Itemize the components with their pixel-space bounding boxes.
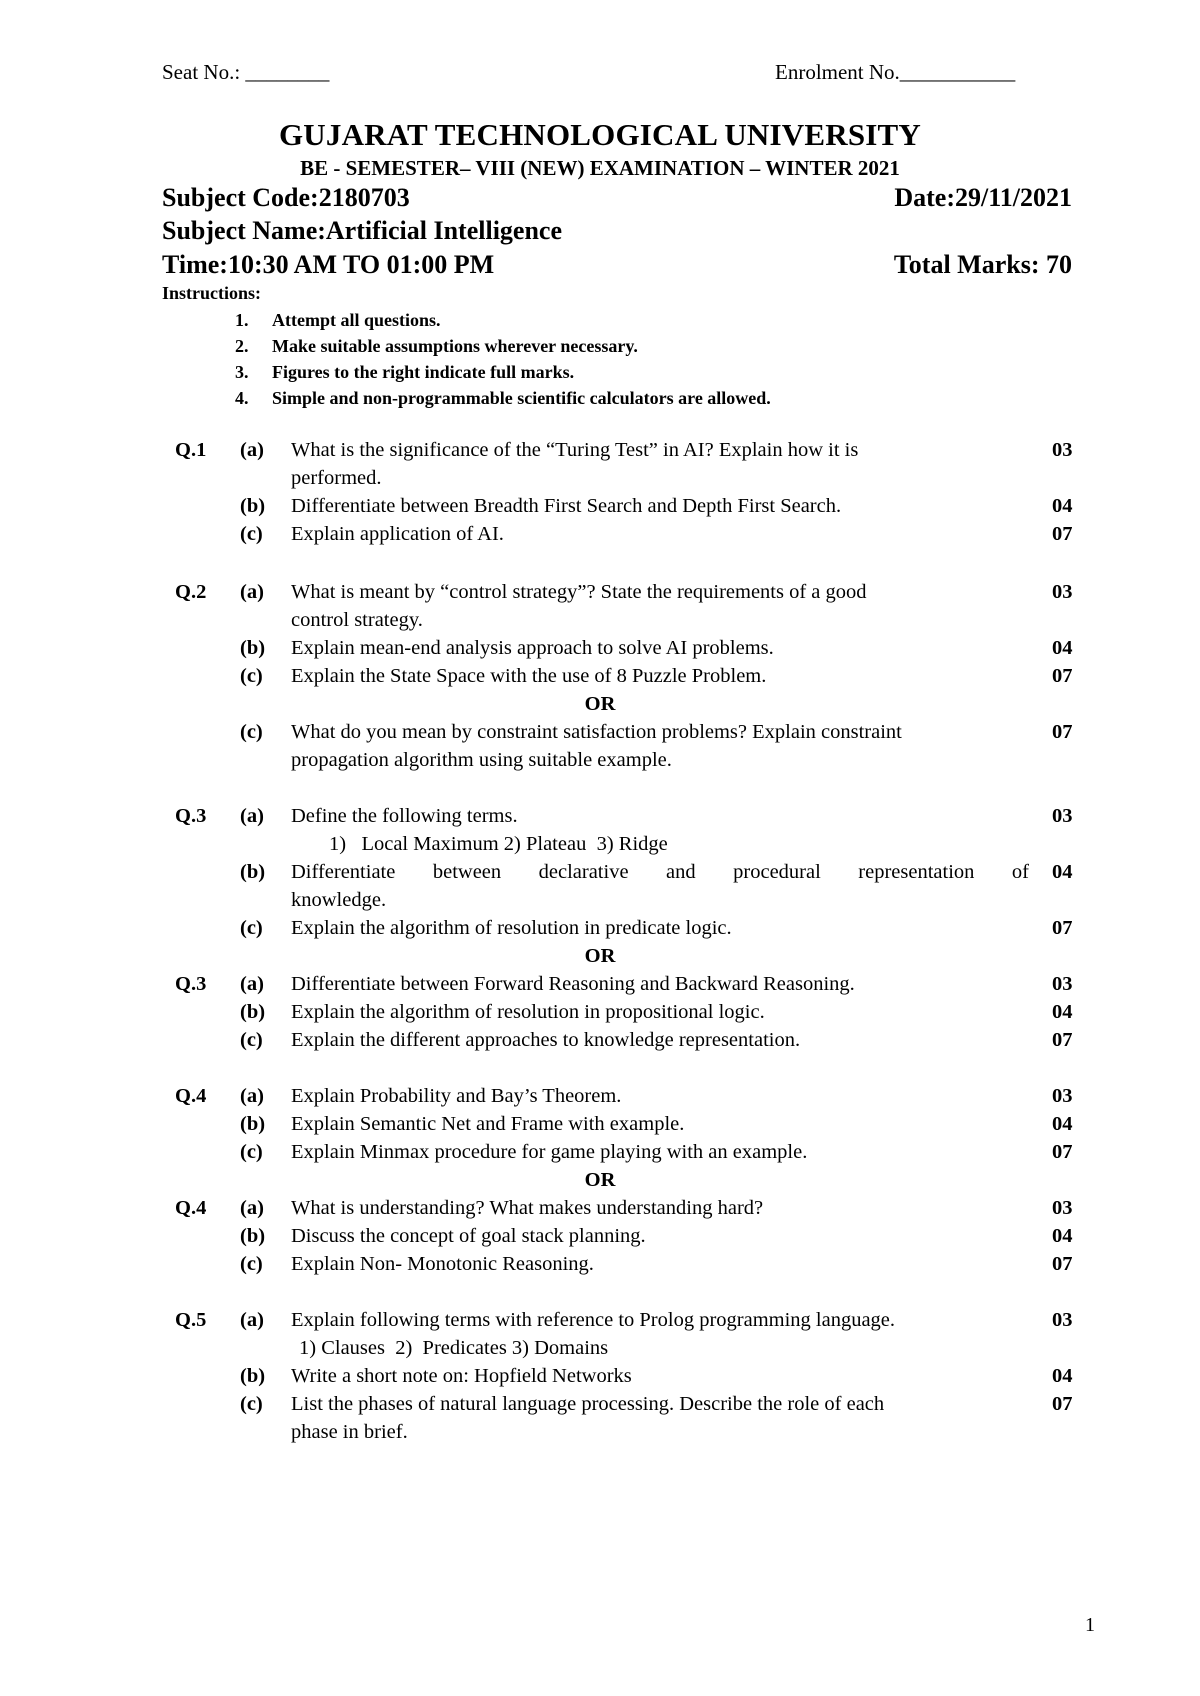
question-text: Discuss the concept of goal stack planning. — [291, 1225, 646, 1247]
subject-name: Subject Name:Artificial Intelligence — [162, 216, 563, 245]
sub-question-label: (c) — [240, 1253, 263, 1275]
exam-time: Time:10:30 AM TO 01:00 PM — [162, 250, 495, 279]
question-text: Explain the algorithm of resolution in propositional logic. — [291, 1001, 765, 1023]
sub-question-label: (c) — [240, 917, 263, 939]
sub-question-label: (a) — [240, 973, 264, 995]
question-marks: 07 — [1052, 1141, 1073, 1163]
question-text: Explain application of AI. — [291, 523, 504, 545]
question-text: What do you mean by constraint satisfaction problems? Explain constraint propagation algorithm using suitable example. — [291, 721, 902, 771]
question-marks: 07 — [1052, 1029, 1073, 1051]
time-row — [162, 250, 1072, 280]
question-marks: 03 — [1052, 973, 1073, 995]
sub-question-label: (c) — [240, 523, 263, 545]
subject-code: Subject Code:2180703 — [162, 183, 410, 212]
sub-question-label: (b) — [240, 1365, 266, 1387]
question-text: Write a short note on: Hopfield Networks — [291, 1365, 632, 1387]
or-separator: OR — [584, 1169, 616, 1191]
instructions-title: Instructions: — [162, 283, 262, 303]
subject-code-row — [162, 183, 1072, 213]
sub-question-label: (b) — [240, 861, 266, 883]
instruction-item: 1. Attempt all questions. — [235, 310, 441, 330]
sub-question-label: (c) — [240, 1029, 263, 1051]
sub-question-label: (a) — [240, 1085, 264, 1107]
sub-question-label: (a) — [240, 805, 264, 827]
question-number: Q.3 — [175, 973, 207, 995]
instruction-item: 2. Make suitable assumptions wherever necessary. — [235, 336, 638, 356]
question-number: Q.5 — [175, 1309, 207, 1331]
or-separator: OR — [584, 693, 616, 715]
seat-number: Seat No.: ________ — [162, 60, 330, 84]
sub-question-label: (b) — [240, 1113, 266, 1135]
question-marks: 04 — [1052, 1001, 1073, 1023]
question-text: Differentiate between Forward Reasoning and Backward Reasoning. — [291, 973, 855, 995]
question-marks: 03 — [1052, 1197, 1073, 1219]
sub-question-label: (b) — [240, 495, 266, 517]
university-title: GUJARAT TECHNOLOGICAL UNIVERSITY — [278, 117, 922, 152]
question-text: List the phases of natural language processing. Describe the role of each phase in brief. — [291, 1393, 885, 1443]
question-number: Q.1 — [175, 439, 207, 461]
instruction-item: 4. Simple and non-programmable scientific calculators are allowed. — [235, 388, 771, 408]
sub-question-label: (a) — [240, 439, 264, 461]
question-marks: 07 — [1052, 1253, 1073, 1275]
question-marks: 03 — [1052, 439, 1073, 461]
question-number: Q.2 — [175, 581, 207, 603]
question-number: Q.3 — [175, 805, 207, 827]
or-separator: OR — [584, 945, 616, 967]
question-text: Explain Probability and Bay’s Theorem. — [291, 1085, 622, 1107]
enrolment-number: Enrolment No.___________ — [775, 60, 1016, 84]
instruction-item: 3. Figures to the right indicate full marks. — [235, 362, 575, 382]
question-text: What is understanding? What makes understanding hard? — [291, 1197, 764, 1219]
question-text: Explain the State Space with the use of 8 Puzzle Problem. — [291, 665, 767, 687]
question-text: Explain Semantic Net and Frame with example. — [291, 1113, 685, 1135]
question-text: Explain Non- Monotonic Reasoning. — [291, 1253, 594, 1275]
question-text: Explain following terms with reference to Prolog programming language. 1) Clauses 2) Predicates 3) Domains — [291, 1309, 896, 1359]
question-text: Differentiate between Breadth First Search and Depth First Search. — [291, 495, 842, 517]
sub-question-label: (b) — [240, 637, 266, 659]
question-marks: 07 — [1052, 523, 1073, 545]
question-marks: 04 — [1052, 495, 1073, 517]
question-marks: 07 — [1052, 721, 1073, 743]
question-marks: 04 — [1052, 861, 1073, 883]
instructions-list — [235, 307, 771, 411]
question-text: What is meant by “control strategy”? State the requirements of a good control strategy. — [291, 581, 867, 631]
question-marks: 03 — [1052, 581, 1073, 603]
question-marks: 07 — [1052, 1393, 1073, 1415]
question-marks: 07 — [1052, 665, 1073, 687]
question-marks: 03 — [1052, 1085, 1073, 1107]
question-text: Explain the algorithm of resolution in predicate logic. — [291, 917, 732, 939]
exam-date: Date:29/11/2021 — [894, 183, 1072, 212]
question-number: Q.4 — [175, 1197, 207, 1219]
question-text: Explain the different approaches to knowledge representation. — [291, 1029, 801, 1051]
question-marks: 04 — [1052, 1225, 1073, 1247]
question-text: What is the significance of the “Turing Test” in AI? Explain how it is performed. — [291, 439, 859, 489]
question-text: Explain mean-end analysis approach to solve AI problems. — [291, 637, 774, 659]
sub-question-label: (b) — [240, 1001, 266, 1023]
question-marks: 04 — [1052, 637, 1073, 659]
question-number: Q.4 — [175, 1085, 207, 1107]
sub-question-label: (c) — [240, 665, 263, 687]
sub-question-label: (a) — [240, 1309, 264, 1331]
question-marks: 04 — [1052, 1113, 1073, 1135]
sub-question-label: (a) — [240, 1197, 264, 1219]
sub-question-label: (c) — [240, 1393, 263, 1415]
question-marks: 03 — [1052, 805, 1073, 827]
subject-name-row — [162, 216, 1072, 246]
question-marks: 07 — [1052, 917, 1073, 939]
question-text: Explain Minmax procedure for game playing with an example. — [291, 1141, 808, 1163]
question-text: Define the following terms. 1) Local Maximum 2) Plateau 3) Ridge — [291, 805, 668, 855]
sub-question-label: (c) — [240, 721, 263, 743]
sub-question-label: (c) — [240, 1141, 263, 1163]
sub-question-label: (b) — [240, 1225, 266, 1247]
sub-question-label: (a) — [240, 581, 264, 603]
question-marks: 03 — [1052, 1309, 1073, 1331]
total-marks: Total Marks: 70 — [893, 250, 1072, 279]
question-text: Differentiate between declarative and procedural representation of knowledge. — [291, 861, 1029, 911]
question-marks: 04 — [1052, 1365, 1073, 1387]
exam-title: BE - SEMESTER– VIII (NEW) EXAMINATION – WINTER 2021 — [300, 156, 900, 180]
page-number: 1 — [1085, 1614, 1095, 1636]
